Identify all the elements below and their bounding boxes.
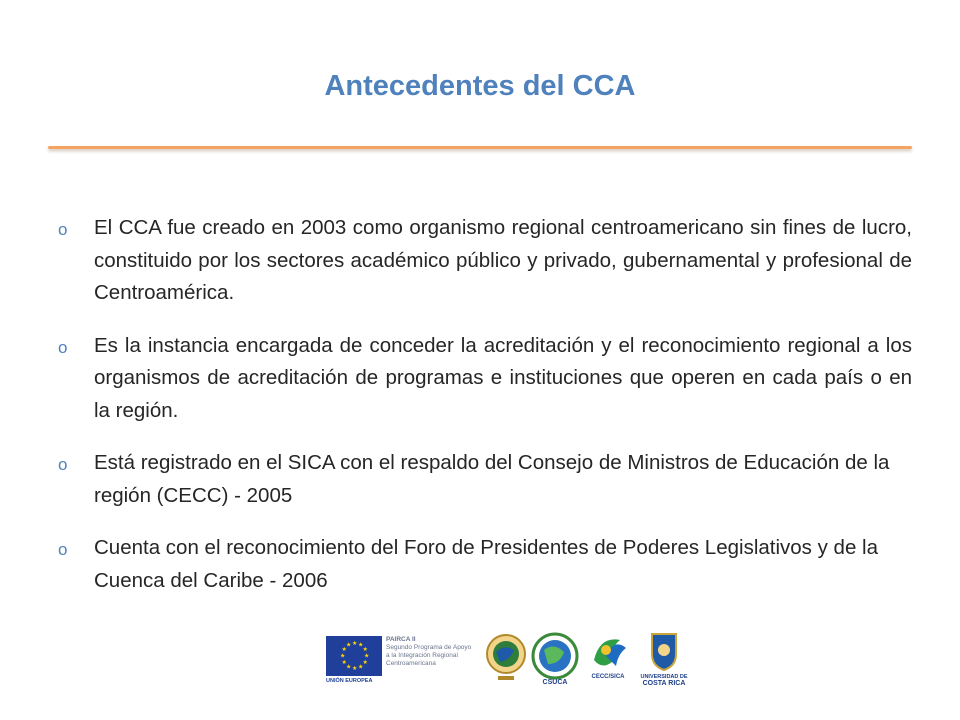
svg-text:★: ★ — [358, 663, 364, 671]
bullet-text: Está registrado en el SICA con el respaldo del Consejo de Ministros de Educación de la región (CECC) - 2005 — [94, 451, 890, 507]
svg-text:★: ★ — [358, 641, 364, 649]
svg-text:★: ★ — [346, 663, 352, 671]
slide-title: Antecedentes del CCA — [324, 70, 636, 102]
svg-text:★: ★ — [346, 641, 352, 649]
bullet-item — [58, 212, 912, 310]
bullet-list — [58, 212, 912, 617]
svg-text:★: ★ — [340, 652, 346, 660]
cecc-sica-icon — [586, 630, 630, 686]
pairca-line: Segundo Programa de Apoyo — [386, 644, 472, 651]
eu-flag-icon — [326, 636, 382, 676]
cecc-label: CECC/SICA — [591, 674, 625, 680]
bullet-item — [58, 532, 912, 597]
pairca-line: a la Integración Regional — [386, 652, 458, 659]
svg-text:★: ★ — [352, 665, 358, 672]
parlacen-seal-icon — [484, 630, 528, 686]
bullet-marker-icon: o — [58, 337, 68, 357]
partner-logos — [326, 630, 696, 686]
csuca-globe-icon — [530, 630, 580, 686]
ucr-line2: COSTA RICA — [642, 680, 686, 686]
svg-text:★: ★ — [341, 646, 347, 653]
eu-caption: UNIÓN EUROPEA — [326, 678, 373, 684]
title-divider — [48, 146, 912, 149]
svg-text:★: ★ — [341, 659, 347, 666]
ucr-line1: UNIVERSIDAD DE — [640, 674, 688, 680]
pairca-line: Centroamericana — [386, 660, 436, 667]
bullet-marker-icon: o — [58, 540, 68, 559]
bullet-marker-icon: o — [58, 220, 68, 239]
bullet-marker-icon: o — [58, 455, 68, 474]
svg-text:★: ★ — [364, 652, 370, 660]
svg-text:★: ★ — [352, 640, 358, 647]
csuca-label: CSUCA — [542, 679, 568, 686]
bullet-item — [58, 447, 912, 512]
pairca-text — [386, 636, 484, 668]
svg-text:★: ★ — [362, 659, 368, 666]
bullet-text: Es la instancia encargada de conceder la acreditación y el reconocimiento regional a los organismos de acreditación de programas e instituciones que operen en cada país o en la región. — [94, 333, 912, 422]
pairca-line: PAIRCA II — [386, 636, 416, 643]
bullet-item — [58, 330, 912, 428]
svg-text:★: ★ — [362, 646, 368, 653]
ucr-shield-icon — [632, 630, 696, 686]
bullet-text: Cuenta con el reconocimiento del Foro de Presidentes de Poderes Legislativos y de la Cuenca del Caribe - 2006 — [94, 536, 879, 592]
bullet-text: El CCA fue creado en 2003 como organismo regional centroamericano sin fines de lucro, constituido por los sectores académico público y privado, gubernamental y profesional de Centroamérica. — [94, 216, 912, 304]
